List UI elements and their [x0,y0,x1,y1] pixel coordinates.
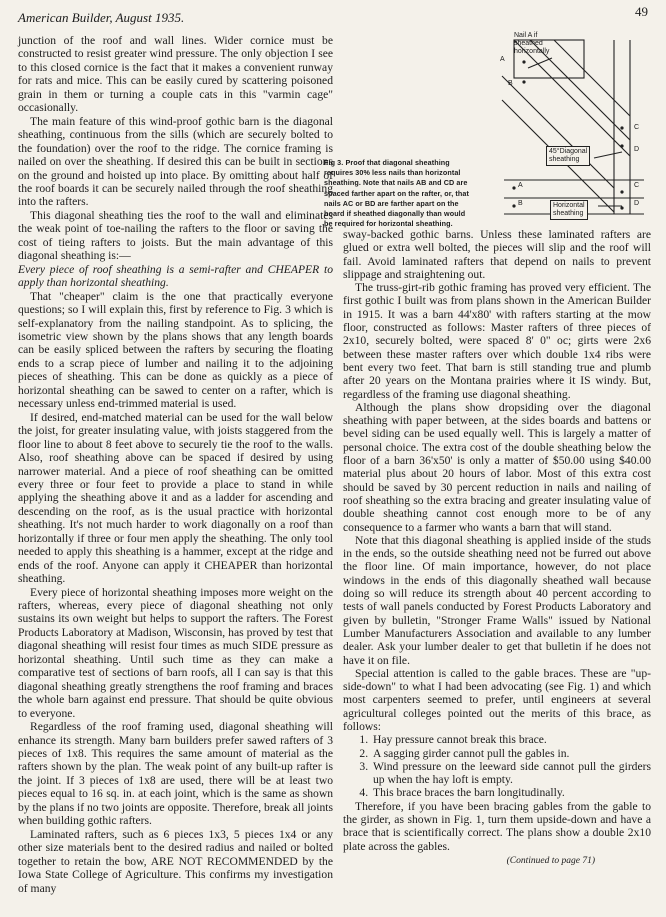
page-number: 49 [635,4,648,19]
point-label-b: B [518,200,523,207]
nail-dot [620,144,623,147]
figure-caption: Fig 3. Proof that diagonal sheathing requires 30% less nails than horizontal sheathing. Note that nails AB and CD are spaced farther apart on the rafter, or, that nails AC or BD are farther apart on the board if sheathed diagonally than would be required for horizontal sheathing. [324,158,469,229]
paragraph: If desired, end-matched material can be used for the wall below the joist, for greater insulating value, with joists staggered from the floor line to about 8 feet above to securely tie the roof to the walls. Also, roof sheathing above can be spaced if desired by using narrower material. And a piece of roof sheathing can be omitted every three or four feet to provide a place to stand in while applying the sheathing above it and as a ladder for ascending and descending on the roof, as is the usual practice with horizontal sheathing. It's not much harder to work diagonally on a roof than horizontally if three or four men apply the sheathing. The only tool needed to apply this sheathing is a hammer, except at the ridge and ends of the roof. Anyone can apply it CHEAPER than horizontal sheathing. [18,410,333,586]
nail-dot [620,190,623,193]
right-column [343,228,651,868]
paragraph: The main feature of this wind-proof gothic barn is the diagonal sheathing, continuous from the sills (which are securely bolted to the foundation) over the roof to the ridge. The cornice framing is nailed on over the sheathing. If desired this can be built in sections on the ground and hoisted up into place. By omitting about half of the roof boards it can be securely nailed through the roof sheathing into the rafters. [18,114,333,209]
point-label-d: D [634,146,640,153]
paragraph: Note that this diagonal sheathing is applied inside of the studs in the ends, so the outside sheathing need not be furred out above the floor line. Of main importance, however, do not place windows in the ends of this diagonally sheathed wall because doing so will reduce its strength about 40 percent according to tests of wall panels conducted by Forest Products Laboratory and given by bulletin, "Stronger Frame Walls" issued by National Lumber Manufacturers Association and available to any lumber dealer. Ask your lumber dealer to get that bulletin if he does not have it on file. [343,533,651,667]
label-nail-a: Nail A if sheathed horizontally [514,32,550,55]
point-label-a: A [518,182,523,189]
point-label-c: C [634,124,640,131]
nail-dot [620,206,623,209]
list-item: 1. Hay pressure cannot break this brace. [371,733,651,746]
rafter-sheathing-diagram [494,28,654,223]
paragraph: Regardless of the roof framing used, diagonal sheathing will enhance its strength. Many barn builders prefer sawed rafters of 3 pieces of 1x8. This requires the same amount of material as the rafters shown by the plan. The weak point of any built-up rafter is the joint. If 3 pieces of 1x8 are used, there will be at least two pieces equal to 16 sq. in. at each joint, which is the same as shown by the plans if no two joints are opposite. Therefore, break all joints when building gothic rafters. [18,720,333,828]
nail-dot [620,126,623,129]
point-label-c: C [634,182,640,189]
nail-dot [512,186,515,189]
paragraph: This diagonal sheathing ties the roof to the wall and eliminates the weak point of toe-nailing the rafters to the floor or saving the cost of tieing rafters to joists. But the main advantage of this diagonal sheathing is:— [18,208,333,263]
list-item: 4. This brace braces the barn longitudinally. [371,786,651,799]
figure-3-diagram [494,28,654,223]
left-column [18,34,333,895]
paragraph: junction of the roof and wall lines. Wider cornice must be constructed to resist greater wind pressure. The only objection I see to this closed cornice is the fact that it makes a convenient runway for rats and mice. This can be easily cured by scattering poisoned grain in them or turning a couple cats in this "varmin cage" occasionally. [18,34,333,115]
list-item: 3. Wind pressure on the leeward side cannot pull the girders up when the hay loft is empty. [371,760,651,787]
paragraph: Laminated rafters, such as 6 pieces 1x3, 5 pieces 1x4 or any other size materials bent to the desired radius and nailed or bolted together to retain the bow, ARE NOT RECOMMENDED by the Iowa State College of Agriculture. This confirms my investigation of many [18,827,333,895]
point-label-d: D [634,200,640,207]
nail-dot [522,60,525,63]
label-horizontal-sheathing: Horizontal sheathing [550,200,588,220]
paragraph: Although the plans show dropsiding over the diagonal sheathing with paper between, at the sides boards and battens or bevel siding can be used equally well. This is largely a matter of personal choice. The extra cost of the double sheathing below the floor of a barn 36'x50' is only a matter of $50.00 using $40.00 material plus about 20 hours of labor. Most of this extra cost should be saved by 30 percent reduction in nails and nailing of roof sheathing so the extra bracing and greater insulating value of double sheathing cannot cost enough more to be of any consequence to a farmer who wants a barn that will stand. [343,400,651,534]
pointer-arrow [594,152,622,158]
journal-title: American Builder, August 1935. [18,10,185,25]
emphasis-paragraph: Every piece of roof sheathing is a semi-rafter and CHEAPER to apply than horizontal sheathing. [18,262,333,290]
brace-merits-list [343,733,651,799]
paragraph: The truss-girt-rib gothic framing has proved very efficient. The first gothic I built was from plans shown in the American Builder in 1915. It was a barn 44'x80' with rafters starting at the mow floor, constructed as follows: Master rafters of three pieces of 2x10, securely bolted, were spaced 8' 0" oc; girts were 2x6 between these master rafters over which double 1x4 ribs were bent every two feet. That barn is still standing true and plumb after 20 years on the Montana prairies where it IS windy. But, regardless of the framing use diagonal sheathing. [343,281,651,401]
paragraph: That "cheaper" claim is the one that practically everyone questions; so I will explain this, first by reference to Fig. 3 which is self-explanatory from the nailing standpoint. As to splicing, the isometric view shown by the plans shows that any length boards can be easily spliced between the rafters by securing the floating ends to a scrap piece of lumber and nailing it to the adjoining pieces of sheathing. This can be done as quickly as a piece of horizontal sheathing can be sawed to center on a rafter, which is necessary unless end-trimmed material is used. [18,289,333,411]
continued-note: (Continued to page 71) [506,855,595,866]
nail-dot [522,80,525,83]
paragraph: sway-backed gothic barns. Unless these laminated rafters are glued or extra well bolted, the pieces will slip and the roof will fail. Avoid laminated rafters that depend on nails to prevent slippage and straightening out. [343,228,651,281]
page-header [18,4,648,28]
paragraph: Every piece of horizontal sheathing imposes more weight on the rafters, whereas, every piece of diagonal sheathing not only sustains its own weight but helps to support the rafters. The Forest Products Laboratory at Madison, Wisconsin, has proved by test that diagonal sheathing will resist four times as much SIDE pressure as horizontal sheathing. Until such time as they can make a comparative test of sections of barn roofs, all I can say is that this diagonal sheathing greatly strengthens the roof framing and braces the whole barn against end pressure. That should be quite obvious to everyone. [18,585,333,720]
paragraph: Special attention is called to the gable braces. These are "up-side-down" to what I had been advocating (see Fig. 1) and which most carpenters seemed to prefer, until engineers at several agricultural colleges pointed out the merits of this brace, as follows: [343,666,651,733]
paragraph: Therefore, if you have been bracing gables from the gable to the girder, as shown in Fig. 1, turn them upside-down and have a brace that is scientifically correct. The plans show a double 2x10 plate across the gables. [343,799,651,853]
list-item: 2. A sagging girder cannot pull the gables in. [371,747,651,760]
nail-dot [512,204,515,207]
point-label-b: B [508,80,513,87]
diagonal-board-edge [502,76,614,188]
point-label-a: A [500,56,505,63]
label-diagonal-sheathing: 45°Diagonal sheathing [546,146,590,166]
